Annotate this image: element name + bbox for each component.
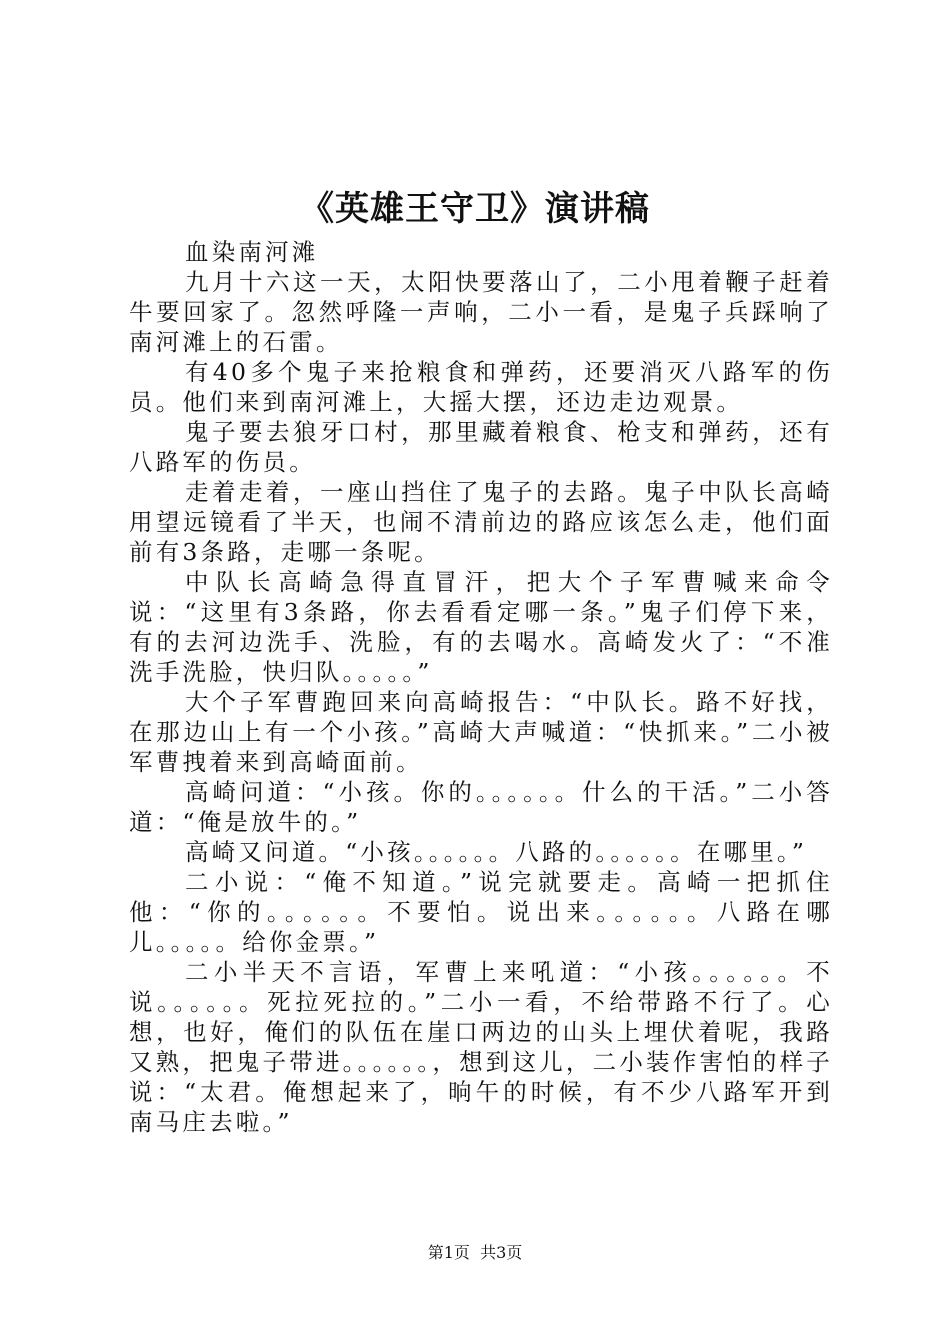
paragraph: 走着走着，一座山挡住了鬼子的去路。鬼子中队长高崎用望远镜看了半天，也闹不清前边的路应该怎么走，他们面前有3条路，走哪一条呢。 [129,478,833,566]
paragraph: 高崎又问道。“小孩。。。。。。八路的。。。。。。在哪里。” [185,838,808,866]
paragraph: 二小说：“俺不知道。”说完就要走。高崎一把抓住他：“你的。。。。。。不要怕。说出来。。。。。。八路在哪儿。。。。。给你金票。” [129,868,833,956]
paragraph: 高崎问道：“小孩。你的。。。。。。什么的干活。”二小答道：“俺是放牛的。” [129,778,833,836]
page-number-current: 第1页 [427,1243,470,1262]
paragraph: 二小半天不言语，军曹上来吼道：“小孩。。。。。。不说。。。。。。死拉死拉的。”二小一看，不给带路不行了。心想，也好，俺们的队伍在崖口两边的山头上埋伏着呢，我路又熟，把鬼子带进。。。。。。，想到这儿，二小装作害怕的样子说：“太君。俺想起来了，晌午的时候，有不少八路军开到南马庄去啦。” [129,958,833,1136]
paragraph: 鬼子要去狼牙口村，那里藏着粮食、枪支和弹药，还有八路军的伤员。 [129,418,833,476]
paragraph: 血染南河滩 [185,238,319,266]
paragraph: 九月十六这一天，太阳快要落山了，二小甩着鞭子赶着牛要回家了。忽然呼隆一声响，二小一看，是鬼子兵踩响了南河滩上的石雷。 [129,268,833,356]
document-body [129,237,833,1137]
paragraph: 有40多个鬼子来抢粮食和弹药，还要消灭八路军的伤员。他们来到南河滩上，大摇大摆，还边走边观景。 [129,358,833,416]
page-footer [0,1243,950,1263]
document-title: 《英雄王守卫》演讲稿 [300,189,650,229]
paragraph: 中队长高崎急得直冒汗，把大个子军曹喊来命令说：“这里有3条路，你去看看定哪一条。”鬼子们停下来，有的去河边洗手、洗脸，有的去喝水。高崎发火了：“不准洗手洗脸，快归队。。。。。” [129,568,833,686]
page-number-total: 共3页 [480,1243,523,1262]
paragraph: 大个子军曹跑回来向高崎报告：“中队长。路不好找，在那边山上有一个小孩。”高崎大声喊道：“快抓来。”二小被军曹拽着来到高崎面前。 [129,688,833,776]
